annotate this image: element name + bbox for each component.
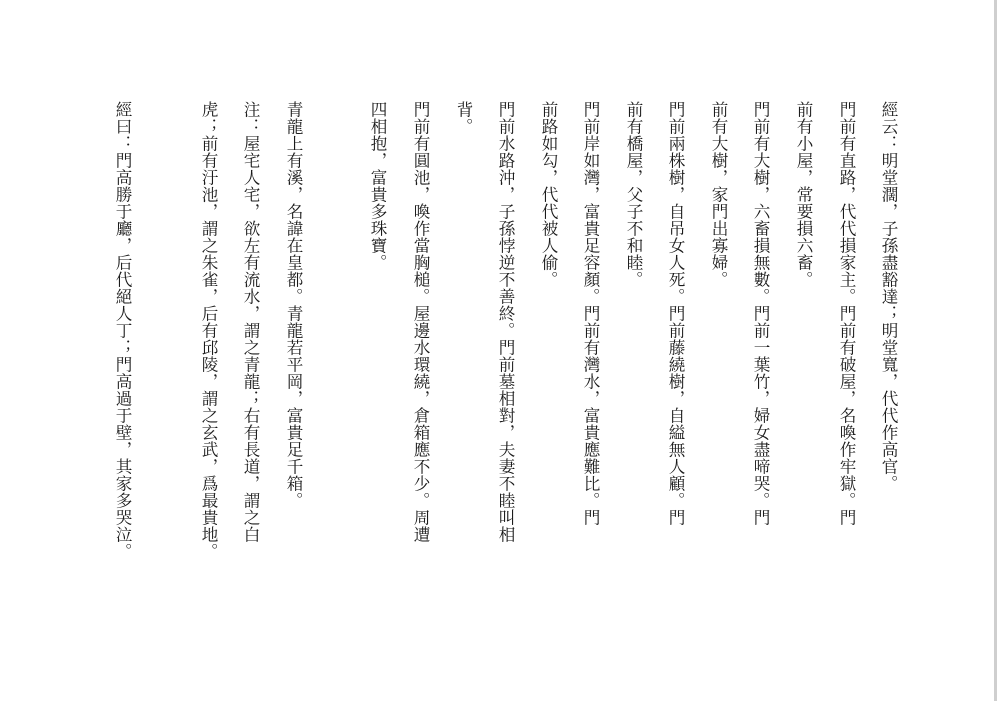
text-column-12: 門前有圓池，喚作當胸槌。屋邊水環繞，倉箱應不少。周遭 — [411, 101, 430, 543]
text-column-17: 經曰：門高勝于廳，后代絕人丁；門高過于壁，其家多哭泣。 — [113, 101, 132, 560]
text-column-13: 四相抱，富貴多珠寶。 — [368, 101, 387, 271]
text-column-15: 注：屋宅人宅，欲左有流水，謂之青龍；右有長道，謂之白 — [241, 101, 260, 543]
text-column-11: 背。 — [454, 101, 473, 135]
text-column-14: 青龍上有溪，名諱在皇都。青龍若平岡，富貴足千箱。 — [284, 101, 303, 509]
text-column-16: 虎；前有汙池，謂之朱雀，后有邱陵，謂之玄武，爲最貴地。 — [199, 101, 218, 560]
text-column-10: 門前水路沖，子孫悖逆不善終。門前墓相對，夫妻不睦叫相 — [496, 101, 515, 543]
text-column-9: 前路如勾，代代被人偷。 — [539, 101, 558, 288]
text-column-3: 前有小屋，常要損六畜。 — [794, 101, 813, 288]
text-column-6: 門前兩株樹，自吊女人死。門前藤繞樹，自縊無人顧。門 — [666, 101, 685, 526]
text-column-5: 前有大樹，家門出寡婦。 — [709, 101, 728, 288]
text-column-7: 前有橋屋，父子不和睦。 — [624, 101, 643, 288]
text-column-1: 經云：明堂濶，子孫盡豁達；明堂寬，代代作高官。 — [879, 101, 898, 492]
text-column-4: 門前有大樹，六畜損無數。門前一葉竹，婦女盡啼哭。門 — [751, 101, 770, 526]
text-column-2: 門前有直路，代代損家主。門前有破屋，名喚作牢獄。門 — [837, 101, 856, 526]
text-column-8: 門前岸如灣，富貴足容顏。門前有灣水，富貴應難比。門 — [581, 101, 600, 526]
